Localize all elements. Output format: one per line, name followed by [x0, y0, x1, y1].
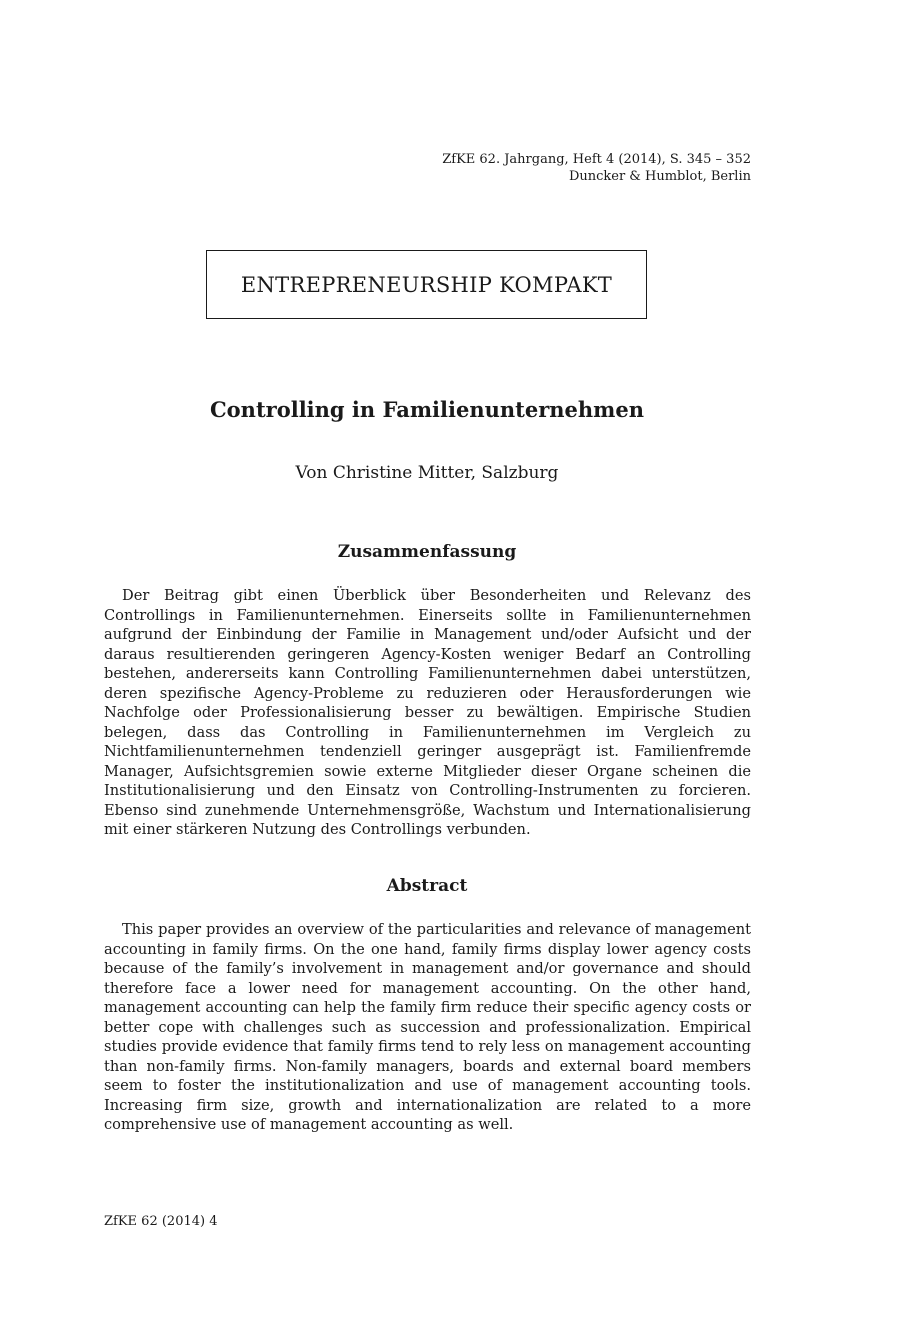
abstract-text: This paper provides an overview of the particularities and relevance of management accounting in family firms. On the one hand, family firms display lower agency costs because of the family’s involvement in management and/or governance and should therefore face a lower need for management accounting. On the other hand, management accounting can help the family firm reduce their specific agency costs or better cope with challenges such as succession and professionalization. Empirical studies provide evidence that family firms tend to rely less on management accounting than non-family firms. Non-family managers, boards and external board members seem to foster the institutionalization and use of management accounting tools. Increasing firm size, growth and internationalization are related to a more comprehensive use of management accounting as well. [104, 921, 751, 1133]
series-label-box [206, 250, 647, 319]
publisher-line: Duncker & Humblot, Berlin [568, 169, 751, 184]
journal-reference [442, 151, 751, 185]
page-footer: ZfKE 62 (2014) 4 [104, 1214, 218, 1229]
zusammenfassung-heading: Zusammenfassung [337, 542, 517, 562]
zusammenfassung-text: Der Beitrag gibt einen Überblick über Besonderheiten und Relevanz des Controllings in Familienunternehmen. Einerseits sollte in Familienunternehmen aufgrund der Einbindung der Familie in Management und/oder Aufsicht und der daraus resultierenden geringeren Agency-Kosten weniger Bedarf an Controlling bestehen, andererseits kann Controlling Familienunternehmen dabei unterstützen, deren spezifische Agency-Probleme zu reduzieren oder Herausforderungen wie Nachfolge oder Professionalisierung besser zu bewältigen. Empirische Studien belegen, dass das Controlling in Familienunternehmen im Vergleich zu Nichtfamilienunternehmen tendenziell geringer ausgeprägt ist. Familienfremde Manager, Aufsichtsgremien sowie externe Mitglieder dieser Organe scheinen die Institutionalisierung und den Einsatz von Controlling-Instrumenten zu forcieren. Ebenso sind zunehmende Unternehmensgröße, Wachstum und Internationalisierung mit einer stärkeren Nutzung des Controllings verbunden. [104, 587, 751, 838]
journal-issue-line: ZfKE 62. Jahrgang, Heft 4 (2014), S. 345 – 352 [442, 152, 751, 167]
series-label: ENTREPRENEURSHIP KOMPAKT [240, 272, 613, 297]
abstract-heading: Abstract [386, 876, 468, 896]
author-line: Von Christine Mitter, Salzburg [295, 463, 559, 483]
article-title: Controlling in Familienunternehmen [209, 397, 645, 422]
